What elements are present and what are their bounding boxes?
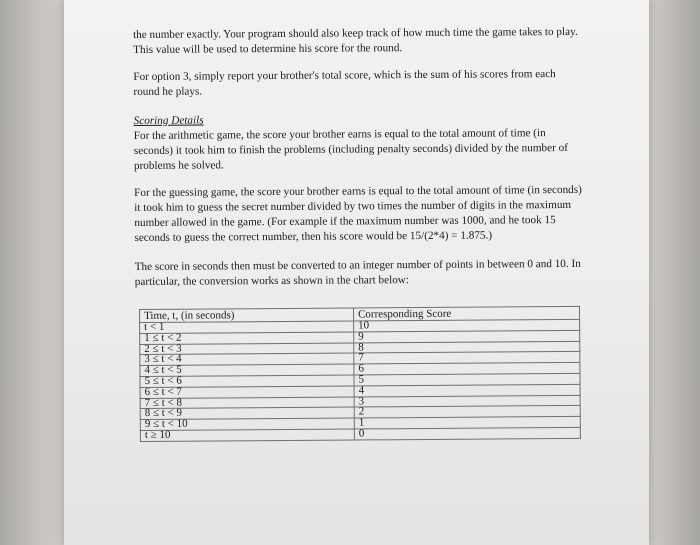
paragraph-time-tracking: the number exactly. Your program should also keep track of how much time the game takes to play. This value will be used to determine his score for the round. <box>133 25 578 56</box>
column-header-score: Corresponding Score <box>353 306 579 321</box>
document-text <box>133 25 585 302</box>
score-cell: 8 <box>354 341 580 353</box>
score-cell: 3 <box>354 395 580 407</box>
score-cell: 4 <box>354 384 580 396</box>
paragraph-option-3: For option 3, simply report your brother's total score, which is the sum of his scores from each round he plays. <box>133 68 556 98</box>
time-cell: 3 ≤ t < 4 <box>140 353 354 365</box>
score-cell: 6 <box>354 363 580 375</box>
time-cell: 6 ≤ t < 7 <box>140 386 354 398</box>
score-cell: 1 <box>354 417 580 429</box>
time-cell: 4 ≤ t < 5 <box>140 364 354 376</box>
column-header-time: Time, t, (in seconds) <box>140 308 354 322</box>
time-cell: 8 ≤ t < 9 <box>140 407 354 419</box>
score-cell: 2 <box>354 406 580 418</box>
time-cell: 5 ≤ t < 6 <box>140 375 354 387</box>
score-cell: 10 <box>354 319 580 331</box>
time-cell: t ≥ 10 <box>140 429 354 441</box>
scoring-heading: Scoring Details <box>133 114 204 127</box>
score-conversion-table <box>139 306 581 442</box>
paragraph-arithmetic-score: For the arithmetic game, the score your brother earns is equal to the total amount of time (in seconds) it took him to finish the problems (including penalty seconds) divided by the number of problems he solved. <box>133 127 568 172</box>
score-cell: 9 <box>354 330 580 342</box>
time-cell: 2 ≤ t < 3 <box>140 343 354 355</box>
score-cell: 5 <box>354 373 580 385</box>
time-cell: 9 ≤ t < 10 <box>140 418 354 430</box>
time-cell: 1 ≤ t < 2 <box>140 332 354 344</box>
paragraph-guessing-score: For the guessing game, the score your brother earns is equal to the total amount of time (in seconds) it took him to guess the secret number divided by two times the number of digits in the maximum number allowed in the game. (For example if the maximum number was 1000, and he took 15 seconds to guess the correct number, then his score would be 15/(2*4) = 1.875.) <box>134 183 582 244</box>
paragraph-conversion: The score in seconds then must be converted to an integer number of points in between 0 and 10. In particular, the conversion works as shown in the chart below: <box>134 257 581 288</box>
time-cell: 7 ≤ t < 8 <box>140 397 354 409</box>
time-cell: t < 1 <box>140 321 354 333</box>
score-cell: 0 <box>354 427 580 439</box>
score-cell: 7 <box>354 352 580 364</box>
